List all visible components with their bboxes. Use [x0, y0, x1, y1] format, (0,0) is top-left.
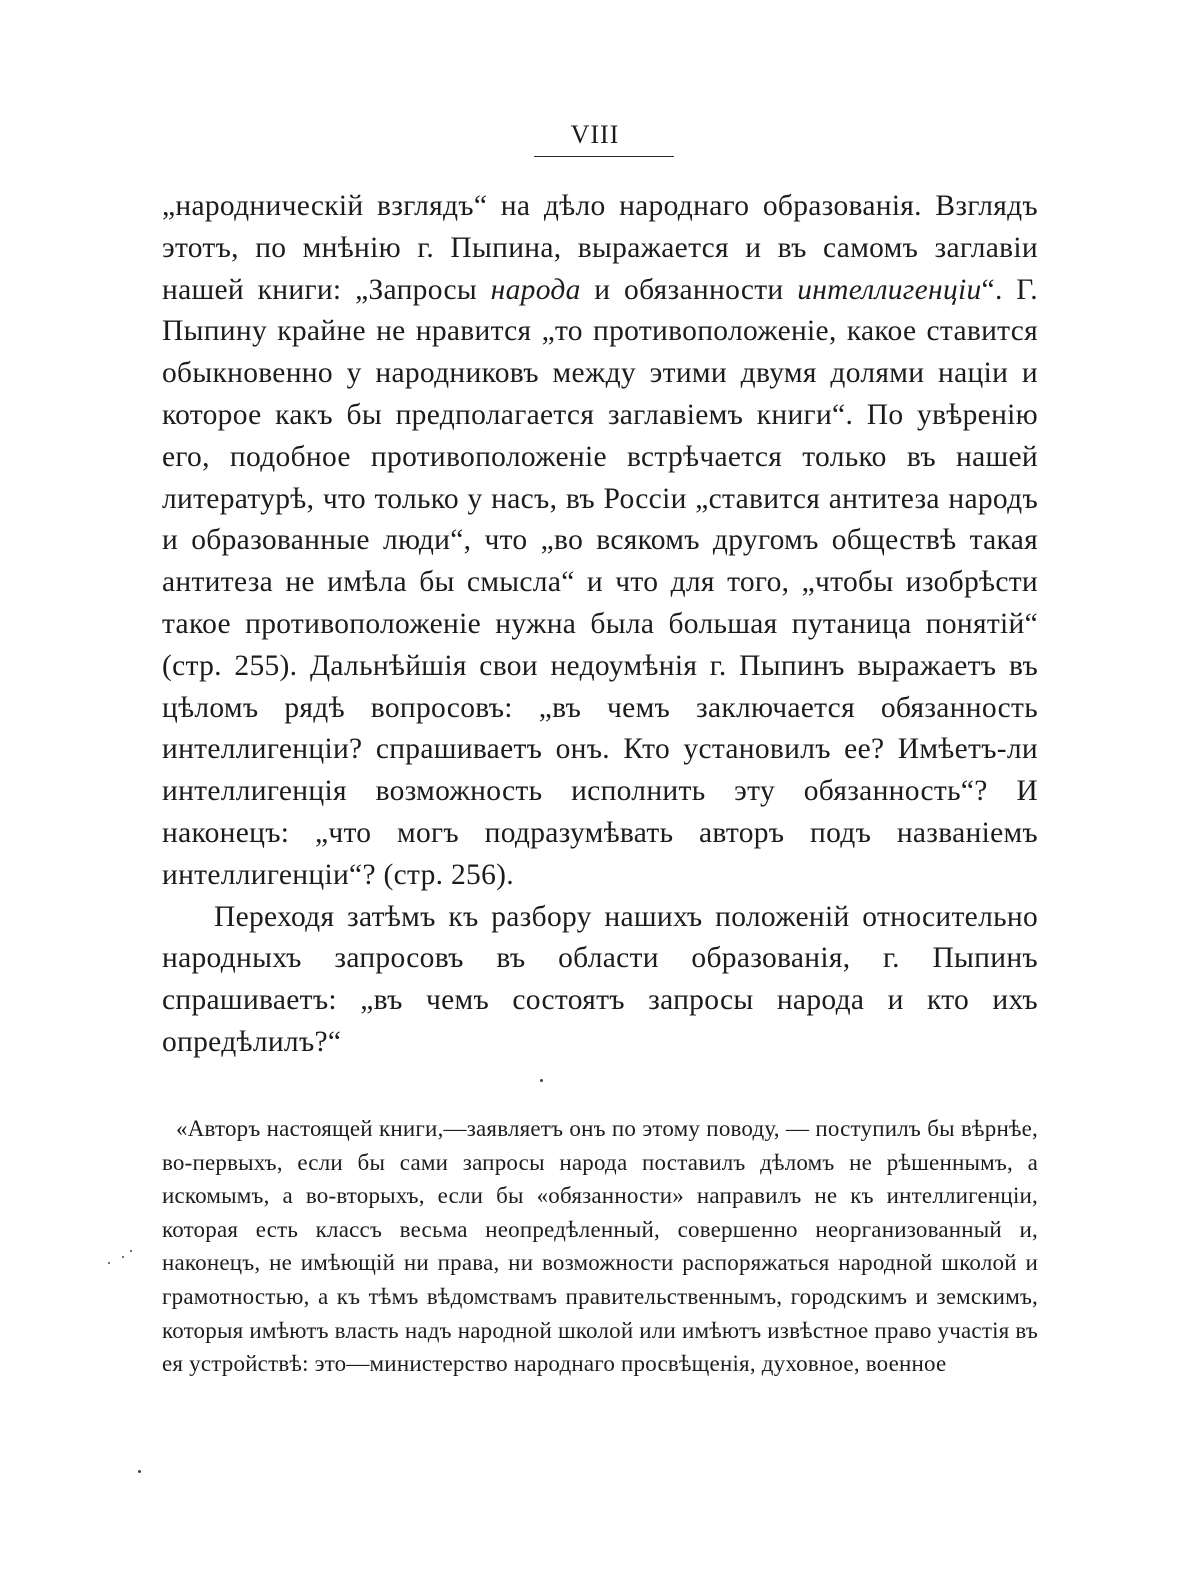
- scan-speck: [108, 1262, 110, 1264]
- paragraph-1-part-3: “. Г. Пыпину крайне не нравится „то противоположеніе, какое ставится обыкновенно у народниковъ между этими двумя долями націи и которое какъ бы предполагается заглавіемъ книги“. По увѣренію его, подобное противоположеніе встрѣчается только въ нашей литературѣ, что только у насъ, въ Россіи „ставится антитеза народъ и образованные люди“, что „во всякомъ другомъ обществѣ такая антитеза не имѣла бы смысла“ и что для того, „чтобы изобрѣсти такое противоположеніе нужна была большая путаница понятій“ (стр. 255). Дальнѣйшія свои недоумѣнія г. Пыпинъ выражаетъ въ цѣломъ рядѣ вопросовъ: „въ чемъ заключается обязанность интеллигенціи? спрашиваетъ онъ. Кто установилъ ее? Имѣетъ-ли интеллигенція возможность исполнить эту обязанность“? И наконецъ: „что могъ подразумѣвать авторъ подъ названіемъ интеллигенціи“? (стр. 256).: [162, 273, 1038, 891]
- paragraph-1-part-2: и обязанности: [580, 273, 798, 306]
- scan-speck: [122, 1256, 124, 1258]
- paragraph-1-part-1: „народническій взглядъ“ на дѣло народнаго образованія. Взглядъ этотъ, по мнѣнію г. Пыпина, выражается и въ самомъ заглавіи нашей книги: „Запросы: [162, 190, 1038, 306]
- quote-paragraph: «Авторъ настоящей книги,—заявляетъ онъ по этому поводу, — поступилъ бы вѣрнѣе, во-первыхъ, если бы сами запросы народа поставилъ дѣломъ не рѣшеннымъ, а искомымъ, а во-вторыхъ, если бы «обязанности» направилъ не къ интеллигенціи, которая есть классъ весьма неопредѣленный, совершенно неорганизованный и, наконецъ, не имѣющій ни права, ни возможности распоряжаться народной школой и грамотностью, а къ тѣмъ вѣдомствамъ правительственнымъ, городскимъ и земскимъ, которыя имѣютъ власть надъ народной школой или имѣютъ извѣстное право участія въ ея устройствѣ: это—министерство народнаго просвѣщенія, духовное, военное: [162, 1116, 1038, 1377]
- paragraph-2: Переходя затѣмъ къ разбору нашихъ положеній относительно народныхъ запросовъ въ области образованія, г. Пыпинъ спрашиваетъ: „въ чемъ состоятъ запросы народа и кто ихъ опредѣлилъ?“: [162, 900, 1038, 1058]
- scan-speck: [138, 1470, 141, 1473]
- italic-word-intelligentsii: интеллигенціи: [797, 273, 982, 306]
- block-quote: [162, 1112, 1038, 1381]
- scan-speck: [540, 1079, 543, 1082]
- header-rule: [534, 156, 674, 157]
- italic-word-naroda: народа: [490, 273, 581, 306]
- scan-speck: [130, 1250, 132, 1252]
- paragraph-1: [162, 186, 1038, 897]
- main-text: [162, 186, 1038, 1064]
- page-number: VIII: [570, 120, 620, 149]
